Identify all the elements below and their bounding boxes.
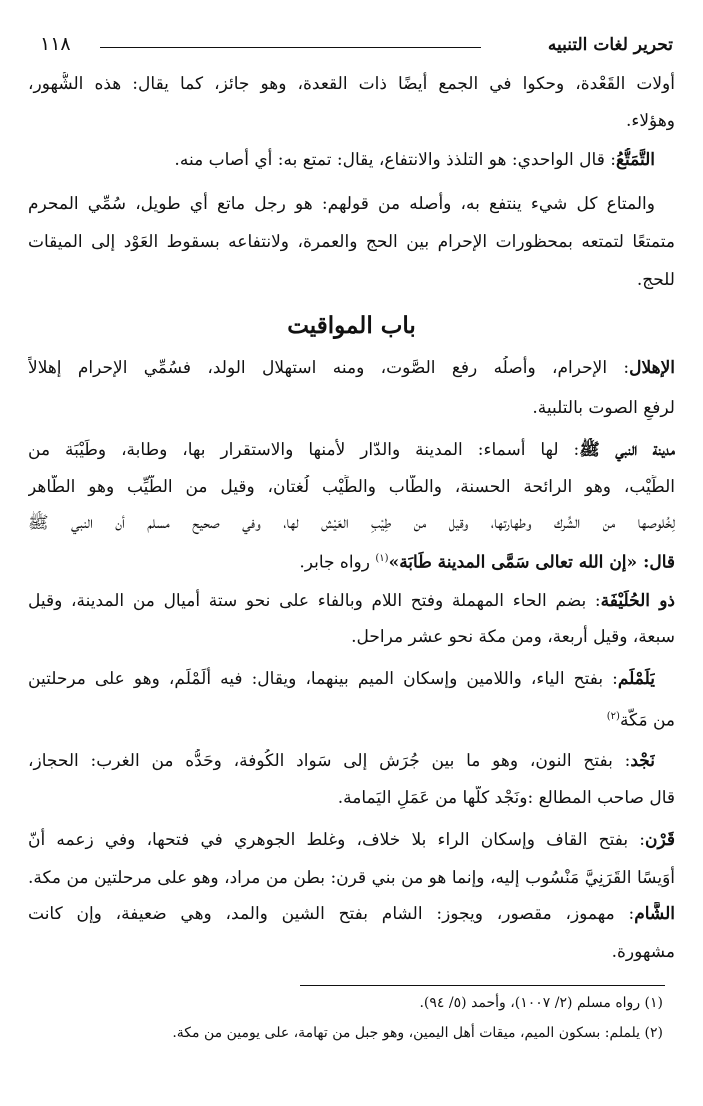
entry-term: الشَّام (634, 904, 675, 924)
text-line (28, 866, 675, 890)
footnote-ref: (٢) (606, 711, 620, 722)
line-text: لِخُلوصها من الشِّرك وطهارتها، وقيل من طِيْبِ العَيْش لها، وفي صحيح مسلم أن النبي ﷺ (28, 513, 675, 533)
footnote-ref: (١) (375, 553, 389, 564)
entry-ihlal (28, 356, 675, 380)
footnote: (٢) يلملم: بسكون الميم، ميقات أهل اليمين، وهو جبل من تهامة، على يومين من مكة. (172, 1025, 663, 1041)
line-text: وهؤلاء. (625, 111, 675, 131)
entry-najd (28, 749, 655, 773)
entry-text: : الإحرام، وأصلُه رفع الصَّوت، ومنه استهلال الولد، فسُمِّي الإحرام إهلالاً (28, 358, 630, 378)
line-text: متمتعًا لتمتعه بمحظورات الإحرام بين الحج والعمرة، ولانتفاعه بسقوط العَوْد إلى الميقات (28, 232, 675, 252)
entry-text: : بفتح النون، وهو ما بين جُرَش إلى سَواد الكُوفة، وحَدُّه من الغرب: الحجاز، (28, 751, 631, 771)
entry-text: : قال الواحدي: هو التلذذ والانتفاع، يقال: تمتع به: أي أصاب منه. (174, 150, 616, 170)
entry-text: : لها أسماء: المدينة والدّار لأمنها والاستقرار بها، وطابة، وطَيْبَة من (28, 440, 580, 460)
entry-term: ذو الحُلَيْفَة (600, 591, 675, 611)
line-text: لرفعِ الصوت بالتلبية. (532, 398, 675, 418)
line-text: الطِّيْب، وهو الرائحة الحسنة، والطَّاب والطِّيْب لُغتان، وقيل من الطَّيِّب وهو الطّاهر (28, 477, 675, 497)
line-text: سبعة، وقيل أربعة، ومن مكة نحو عشر مراحل. (351, 627, 675, 647)
text-line (28, 940, 675, 964)
entry-dhul-hulayfa (28, 589, 675, 613)
footnote: (١) رواه مسلم (٢/ ١٠٠٧)، وأحمد (٥/ ٩٤). (419, 995, 663, 1011)
line-text: أُولات القَعْدة، وحكوا في الجمع أيضًا ذات القعدة، وهو جائز، كما يقال: هذه الشُّهور، (28, 74, 675, 94)
entry-text: : بضم الحاء المهملة وفتح اللام وبالفاء على نحو ستة أميال من المدينة، وقيل (28, 591, 601, 611)
line-text: للحج. (636, 270, 675, 290)
footnote-rule (300, 985, 665, 986)
text-line (28, 192, 655, 216)
hadith-quote: قال: «إن الله تعالى سَمَّى المدينة طَابَة» (388, 552, 675, 573)
running-title: تحرير لغات التنبيه (547, 35, 673, 55)
entry-madina (28, 438, 675, 462)
line-text: من مَكّة (619, 710, 675, 731)
text-line (28, 705, 675, 733)
entry-tamattu (28, 148, 655, 172)
entry-qarn (28, 828, 675, 852)
entry-text: : مهموز، مقصور، ويجوز: الشام بفتح الشين والمد، وهي ضعيفة، وإن كانت (28, 904, 635, 924)
line-text: والمتاع كل شيء ينتفع به، وأصله من قولهم: هو رجل ماتع أي طويل، سُمِّي المحرم (28, 194, 655, 214)
entry-term: الإهلال (629, 358, 675, 378)
line-text: أُوَيسًا القَرَنِيَّ مَنْسُوب إليه، وإنما هو من بني قرن: بطن من مراد، وهو على مرحلتين من مكة. (28, 868, 675, 888)
text-line (28, 625, 675, 649)
text-line (28, 786, 675, 810)
entry-term: نَجْد (630, 751, 655, 771)
text-line (28, 268, 675, 292)
entry-yalamlam (28, 667, 655, 691)
line-text: مشهورة. (611, 942, 675, 962)
entry-term: التَّمَتُّعُ (615, 150, 655, 170)
entry-term: يَلَمْلَم (617, 669, 655, 689)
text-line (28, 109, 675, 133)
section-heading: باب المواقيت (287, 312, 416, 339)
text-line (28, 475, 675, 499)
entry-term: قَرْن (645, 830, 675, 850)
text-line (28, 511, 675, 535)
text-line (28, 72, 675, 96)
page-number: ١١٨ (40, 33, 71, 55)
text-line (28, 547, 675, 575)
text-line (28, 230, 675, 254)
line-text: قال صاحب المطالع :ونَجْد كلُّها من عَمَلِ اليَمامة. (337, 788, 675, 808)
entry-text: : بفتح الياء، واللامين وإسكان الميم بينهما، ويقال: فيه أَلَمْلَم، وهو على مرحلتين (28, 669, 618, 689)
entry-text: : بفتح القاف وإسكان الراء بلا خلاف، وغلط الجوهري في فتحها، وفي زعمه أنّ (28, 830, 645, 850)
line-text: رواه جابر. (299, 552, 376, 573)
entry-term: مدينة النبي ﷺ (579, 440, 675, 460)
header-rule (100, 47, 481, 48)
text-line (28, 396, 675, 420)
entry-sham (28, 902, 675, 926)
